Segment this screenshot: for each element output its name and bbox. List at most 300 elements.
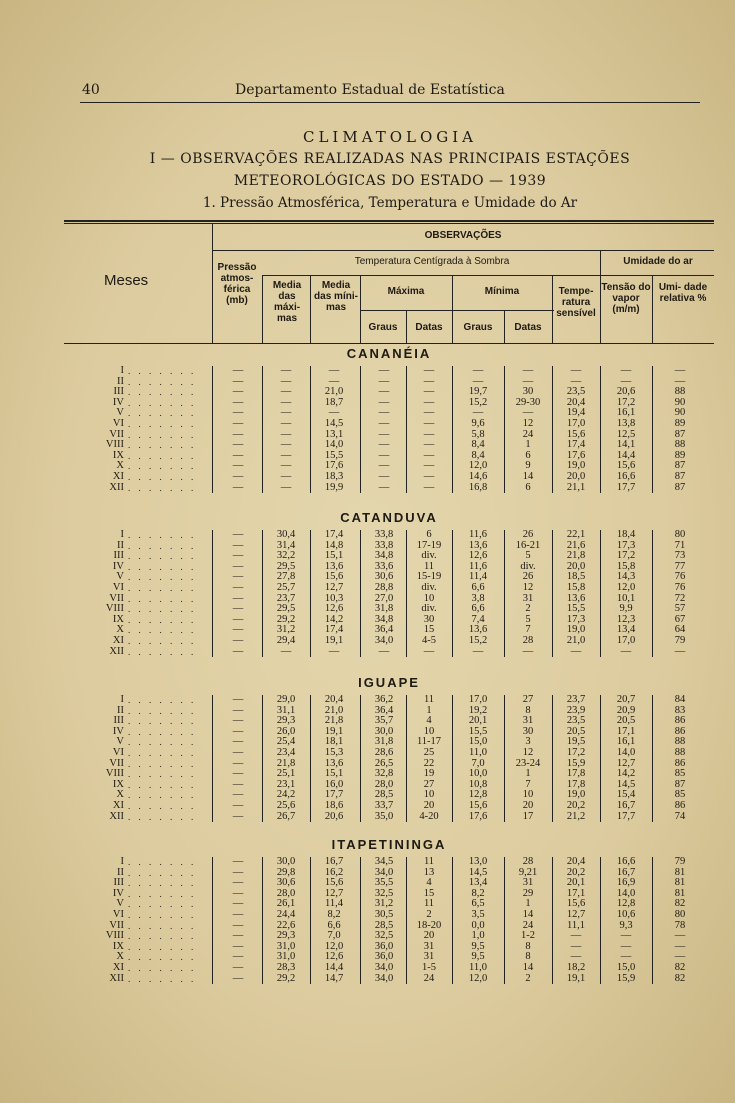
data-cell: 15,6 — [566, 898, 586, 910]
month-cell: I — [120, 694, 124, 705]
data-cell: 15,6 — [566, 428, 586, 440]
data-cell: — — [570, 951, 582, 963]
data-cell: 87 — [674, 471, 686, 482]
data-cell: 29,3 — [276, 930, 296, 942]
header-bottom-rule — [64, 343, 714, 344]
data-cell: — — [423, 460, 435, 472]
leader-dots: . . . . . . . — [128, 429, 197, 440]
data-cell: 80 — [674, 529, 686, 540]
data-cell: 20,2 — [566, 800, 586, 811]
data-cell: 11,6 — [469, 529, 487, 540]
humidity-header: Umidade do ar — [623, 256, 693, 267]
column-rule — [212, 530, 213, 657]
data-cell: — — [570, 940, 582, 952]
month-cell: IV — [112, 396, 124, 408]
data-cell: 30 — [522, 725, 534, 737]
data-cell: 20,5 — [566, 725, 586, 737]
month-cell: XII — [109, 810, 124, 822]
column-rule — [552, 695, 553, 822]
data-cell: — — [232, 757, 244, 769]
column-rule — [310, 530, 311, 657]
data-cell: 81 — [674, 887, 686, 899]
leader-dots: . . . . . . . — [128, 941, 197, 952]
data-cell: 31 — [423, 951, 435, 963]
data-cell: 29,2 — [276, 613, 296, 625]
data-cell: 31 — [522, 715, 534, 727]
data-cell: 10 — [522, 789, 534, 801]
data-cell: — — [423, 428, 435, 440]
data-cell: 12,6 — [324, 603, 344, 615]
data-cell: 13,6 — [468, 539, 488, 551]
leader-dots: . . . . . . . — [128, 604, 197, 615]
data-cell: — — [472, 407, 484, 419]
month-cell: II — [117, 375, 124, 387]
data-cell: 6,6 — [471, 582, 485, 593]
data-cell: 28 — [522, 856, 534, 867]
column-rule — [652, 695, 653, 822]
data-cell: 19,1 — [566, 972, 586, 984]
data-cell: 20,1 — [468, 715, 488, 727]
data-cell: 34,5 — [374, 856, 394, 867]
month-cell: VII — [109, 592, 124, 604]
data-cell: 17,6 — [324, 460, 344, 472]
data-cell: — — [674, 375, 686, 387]
data-cell: 16,2 — [324, 866, 344, 878]
data-cell: 29,5 — [276, 603, 296, 615]
leader-dots: . . . . . . . — [128, 625, 197, 636]
data-cell: 33,8 — [374, 539, 394, 551]
leader-dots: . . . . . . . — [128, 540, 197, 551]
data-cell: 21,0 — [324, 704, 344, 716]
data-cell: — — [280, 365, 292, 376]
data-cell: — — [423, 375, 435, 387]
data-cell: 88 — [674, 747, 686, 758]
data-cell: 88 — [674, 439, 686, 451]
min-header: Mínima — [484, 286, 520, 297]
data-cell: 31,2 — [276, 624, 296, 636]
month-cell: II — [117, 704, 124, 716]
data-cell: 17,6 — [566, 449, 586, 461]
data-cell: — — [328, 365, 340, 376]
data-cell: 14,3 — [616, 571, 636, 583]
data-cell: 34,0 — [374, 635, 394, 646]
data-cell: div. — [421, 603, 437, 615]
data-cell: — — [232, 386, 244, 398]
data-cell: 20,0 — [566, 560, 586, 572]
data-cell: 30,6 — [276, 877, 296, 889]
data-cell: — — [232, 613, 244, 625]
month-cell: VI — [112, 909, 124, 920]
data-cell: — — [522, 375, 534, 387]
data-cell: 20,4 — [324, 694, 344, 705]
data-cell: 81 — [674, 877, 686, 889]
data-cell: 33,8 — [374, 529, 394, 540]
data-cell: 17-19 — [416, 539, 442, 551]
data-cell: 5 — [525, 613, 531, 625]
data-cell: 18,4 — [616, 529, 636, 540]
month-cell: V — [116, 898, 124, 910]
running-head — [80, 80, 700, 103]
data-cell: 31,1 — [276, 704, 296, 716]
data-cell: — — [423, 407, 435, 419]
data-cell: — — [232, 887, 244, 899]
data-cell: — — [232, 603, 244, 615]
data-cell: 6 — [525, 481, 531, 493]
data-cell: 8,4 — [471, 439, 485, 451]
column-rule — [310, 366, 311, 493]
data-cell: 15,1 — [324, 768, 344, 780]
column-rule — [452, 366, 453, 493]
data-cell: 16,1 — [616, 736, 636, 748]
data-cell: — — [620, 375, 632, 387]
column-rule — [212, 857, 213, 984]
data-cell: 28,8 — [374, 582, 394, 593]
data-cell: 12,8 — [616, 898, 636, 910]
data-cell: 30,0 — [276, 856, 296, 867]
month-cell: XI — [112, 635, 124, 646]
data-cell: 12,7 — [324, 582, 344, 593]
data-cell: 12,7 — [616, 757, 636, 769]
data-cell: 23,7 — [276, 592, 296, 604]
data-cell: 77 — [674, 560, 686, 572]
leader-dots: . . . . . . . — [128, 973, 197, 984]
data-cell: 12,7 — [324, 887, 344, 899]
data-cell: 17,7 — [616, 481, 636, 493]
data-cell: — — [232, 715, 244, 727]
data-cell: — — [232, 747, 244, 758]
data-cell: 4 — [426, 715, 432, 727]
data-cell: — — [328, 645, 340, 657]
leader-dots: . . . . . . . — [128, 695, 197, 705]
data-cell: 10,8 — [468, 778, 488, 790]
data-cell: 15,3 — [324, 747, 344, 758]
data-cell: — — [232, 471, 244, 482]
data-cell: 3,8 — [471, 592, 485, 604]
data-cell: 15,6 — [324, 877, 344, 889]
data-cell: 29 — [522, 887, 534, 899]
header-rule — [262, 275, 714, 276]
data-cell: 13,6 — [324, 560, 344, 572]
data-cell: 76 — [674, 582, 686, 593]
data-cell: 21,8 — [566, 550, 586, 562]
month-cell: XII — [109, 645, 124, 657]
data-cell: — — [423, 439, 435, 451]
data-cell: 31 — [423, 940, 435, 952]
data-cell: 18,5 — [566, 571, 586, 583]
column-rule — [504, 366, 505, 493]
data-cell: 30 — [423, 613, 435, 625]
data-cell: 17,8 — [566, 768, 586, 780]
data-cell: 9,6 — [471, 418, 485, 429]
temperature-header: Temperatura Centígrada à Sombra — [354, 256, 510, 267]
month-cell: VIII — [105, 603, 124, 615]
leader-dots: . . . . . . . — [128, 551, 197, 562]
data-cell: 22,1 — [566, 529, 586, 540]
column-rule — [310, 275, 311, 343]
data-cell: — — [232, 877, 244, 889]
leader-dots: . . . . . . . — [128, 440, 197, 451]
month-cell: III — [113, 877, 124, 889]
month-cell: IV — [112, 887, 124, 899]
data-cell: 16,7 — [324, 856, 344, 867]
column-rule — [552, 857, 553, 984]
data-cell: 14 — [522, 962, 534, 973]
data-cell: 14,8 — [324, 539, 344, 551]
data-cell: 20 — [423, 800, 435, 811]
month-cell: VII — [109, 919, 124, 931]
data-cell: — — [280, 418, 292, 429]
data-cell: 12,5 — [616, 428, 636, 440]
data-cell: — — [232, 909, 244, 920]
data-cell: 25,4 — [276, 736, 296, 748]
data-cell: — — [280, 428, 292, 440]
leader-dots: . . . . . . . — [128, 450, 197, 461]
data-cell: 74 — [674, 810, 686, 822]
column-rule — [262, 366, 263, 493]
data-cell: — — [472, 645, 484, 657]
chapter-title: I — OBSERVAÇÕES REALIZADAS NAS PRINCIPAIS ESTAÇÕES — [149, 151, 631, 167]
data-cell: 29,2 — [276, 972, 296, 984]
data-cell: — — [232, 725, 244, 737]
month-cell: V — [116, 736, 124, 748]
data-cell: 3 — [525, 736, 531, 748]
data-cell: 1 — [525, 439, 531, 451]
leader-dots: . . . . . . . — [128, 636, 197, 646]
data-cell: 1 — [426, 704, 432, 716]
data-cell: 79 — [674, 635, 686, 646]
data-cell: 17,7 — [616, 810, 636, 822]
data-cell: 25,7 — [276, 582, 296, 593]
data-cell: 19,7 — [468, 386, 488, 398]
data-cell: 26,1 — [276, 898, 296, 910]
data-cell: 21,8 — [276, 757, 296, 769]
data-cell: 21,0 — [324, 386, 344, 398]
leader-dots: . . . . . . . — [128, 461, 197, 472]
data-cell: — — [378, 386, 390, 398]
data-cell: 7,0 — [327, 930, 341, 942]
data-cell: 12 — [522, 747, 534, 758]
data-cell: 6,6 — [471, 603, 485, 615]
data-cell: 16,7 — [616, 866, 636, 878]
data-cell: — — [232, 624, 244, 636]
leader-dots: . . . . . . . — [128, 726, 197, 737]
column-rule — [600, 366, 601, 493]
data-cell: 11,4 — [325, 898, 343, 910]
data-cell: 10,3 — [324, 592, 344, 604]
month-cell: I — [120, 856, 124, 867]
data-cell: — — [232, 800, 244, 811]
column-rule — [552, 530, 553, 657]
data-cell: 18,1 — [324, 736, 344, 748]
data-cell: 8 — [525, 940, 531, 952]
data-cell: 28,3 — [276, 962, 296, 973]
data-cell: 78 — [674, 919, 686, 931]
data-cell: 24,2 — [276, 789, 296, 801]
chapter-subtitle: METEOROLÓGICAS DO ESTADO — 1939 — [233, 173, 547, 189]
data-cell: div. — [520, 560, 536, 572]
data-cell: 13,6 — [324, 757, 344, 769]
data-cell: 81 — [674, 866, 686, 878]
data-cell: 34,8 — [374, 613, 394, 625]
data-cell: 1,0 — [471, 930, 485, 942]
data-cell: 19,9 — [324, 481, 344, 493]
data-cell: 18,3 — [324, 471, 344, 482]
data-cell: 71 — [674, 539, 686, 551]
data-cell: 73 — [674, 550, 686, 562]
column-rule — [652, 857, 653, 984]
data-cell: 7 — [525, 778, 531, 790]
table-row — [64, 636, 714, 647]
data-cell: — — [232, 407, 244, 419]
data-cell: 20,7 — [616, 694, 636, 705]
data-cell: — — [423, 481, 435, 493]
data-cell: 24 — [522, 919, 534, 931]
data-cell: 10,6 — [616, 909, 636, 920]
data-cell: 0,0 — [471, 919, 485, 931]
data-cell: 7,0 — [471, 757, 485, 769]
data-cell: 23,5 — [566, 715, 586, 727]
month-cell: I — [120, 365, 124, 376]
month-cell: III — [113, 550, 124, 562]
data-cell: 30 — [522, 386, 534, 398]
data-cell: 18,2 — [566, 962, 586, 973]
data-cell: 25 — [423, 747, 435, 758]
leader-dots: . . . . . . . — [128, 366, 197, 376]
data-cell: 1-5 — [422, 962, 436, 973]
data-cell: 87 — [674, 778, 686, 790]
column-rule — [452, 857, 453, 984]
avg-min-header: Media das míni- mas — [314, 280, 358, 313]
data-cell: 36,4 — [374, 624, 394, 636]
data-cell: 27 — [423, 778, 435, 790]
data-cell: — — [280, 396, 292, 408]
data-cell: 17,7 — [324, 789, 344, 801]
data-cell: — — [620, 365, 632, 376]
data-cell: — — [232, 529, 244, 540]
data-cell: 11-17 — [416, 736, 442, 748]
data-cell: 82 — [674, 898, 686, 910]
data-cell: 16,7 — [616, 800, 636, 811]
data-cell: 14,2 — [324, 613, 344, 625]
data-cell: 14 — [522, 909, 534, 920]
data-cell: 79 — [674, 856, 686, 867]
data-cell: 12,6 — [468, 550, 488, 562]
data-cell: 15,9 — [616, 972, 636, 984]
avg-max-header: Media das máxi- mas — [272, 280, 302, 324]
data-cell: 11,0 — [469, 747, 487, 758]
max-degrees-header: Graus — [368, 322, 398, 333]
leader-dots: . . . . . . . — [128, 857, 197, 867]
data-cell: 31 — [522, 592, 534, 604]
table-row — [64, 366, 714, 377]
data-cell: 14,0 — [324, 439, 344, 451]
data-cell: — — [378, 365, 390, 376]
observations-header: OBSERVAÇÕES — [424, 230, 502, 241]
data-cell: 15,4 — [616, 789, 636, 801]
data-cell: 29,8 — [276, 866, 296, 878]
data-cell: 24 — [423, 972, 435, 984]
data-cell: 30,0 — [374, 725, 394, 737]
data-cell: 26 — [522, 571, 534, 583]
data-cell: 26 — [522, 529, 534, 540]
leader-dots: . . . . . . . — [128, 376, 197, 387]
leader-dots: . . . . . . . — [128, 878, 197, 889]
min-degrees-header: Graus — [463, 322, 493, 333]
data-cell: 20,2 — [566, 866, 586, 878]
data-cell: — — [232, 460, 244, 472]
data-cell: 10,1 — [616, 592, 636, 604]
data-cell: — — [232, 396, 244, 408]
data-cell: 31,4 — [276, 539, 296, 551]
data-cell: — — [674, 645, 686, 657]
data-cell: 28 — [522, 635, 534, 646]
data-cell: — — [620, 951, 632, 963]
data-cell: 17,4 — [324, 529, 344, 540]
data-cell: 8,2 — [327, 909, 341, 920]
data-cell: — — [232, 449, 244, 461]
leader-dots: . . . . . . . — [128, 748, 197, 758]
data-cell: — — [232, 789, 244, 801]
months-header: Meses — [104, 272, 149, 289]
table-row — [64, 963, 714, 974]
data-cell: 23-24 — [515, 757, 541, 769]
data-cell: 12,0 — [616, 582, 636, 593]
data-cell: — — [522, 645, 534, 657]
data-cell: 88 — [674, 736, 686, 748]
data-cell: 17,2 — [566, 747, 586, 758]
data-cell: 4 — [426, 877, 432, 889]
leader-dots: . . . . . . . — [128, 572, 197, 583]
data-cell: 12 — [522, 418, 534, 429]
table-row — [64, 910, 714, 921]
data-cell: — — [232, 962, 244, 973]
data-cell: 10,0 — [468, 768, 488, 780]
table-row — [64, 801, 714, 812]
leader-dots: . . . . . . . — [128, 419, 197, 429]
data-cell: 13,0 — [468, 856, 488, 867]
data-cell: — — [280, 386, 292, 398]
data-cell: 29,0 — [276, 694, 296, 705]
data-cell: 12,3 — [616, 613, 636, 625]
data-cell: — — [280, 375, 292, 387]
data-cell: 17 — [522, 810, 534, 822]
data-cell: 11 — [423, 856, 435, 867]
data-cell: — — [378, 428, 390, 440]
data-cell: 67 — [674, 613, 686, 625]
data-cell: 80 — [674, 909, 686, 920]
data-cell: — — [674, 940, 686, 952]
data-cell: 32,8 — [374, 768, 394, 780]
leader-dots: . . . . . . . — [128, 387, 197, 398]
data-cell: — — [232, 571, 244, 583]
data-cell: 72 — [674, 592, 686, 604]
data-cell: — — [232, 635, 244, 646]
data-cell: — — [674, 365, 686, 376]
data-cell: — — [522, 407, 534, 419]
data-cell: 25,6 — [276, 800, 296, 811]
data-cell: 4-20 — [419, 810, 439, 822]
data-cell: 88 — [674, 386, 686, 398]
data-cell: 9,21 — [518, 866, 538, 878]
data-cell: 28,6 — [374, 747, 394, 758]
data-cell: 9,3 — [619, 919, 633, 931]
data-cell: — — [232, 898, 244, 910]
data-cell: — — [280, 439, 292, 451]
data-cell: 14,7 — [324, 972, 344, 984]
data-cell: 14,6 — [468, 471, 488, 482]
data-cell: — — [378, 471, 390, 482]
data-cell: — — [423, 386, 435, 398]
